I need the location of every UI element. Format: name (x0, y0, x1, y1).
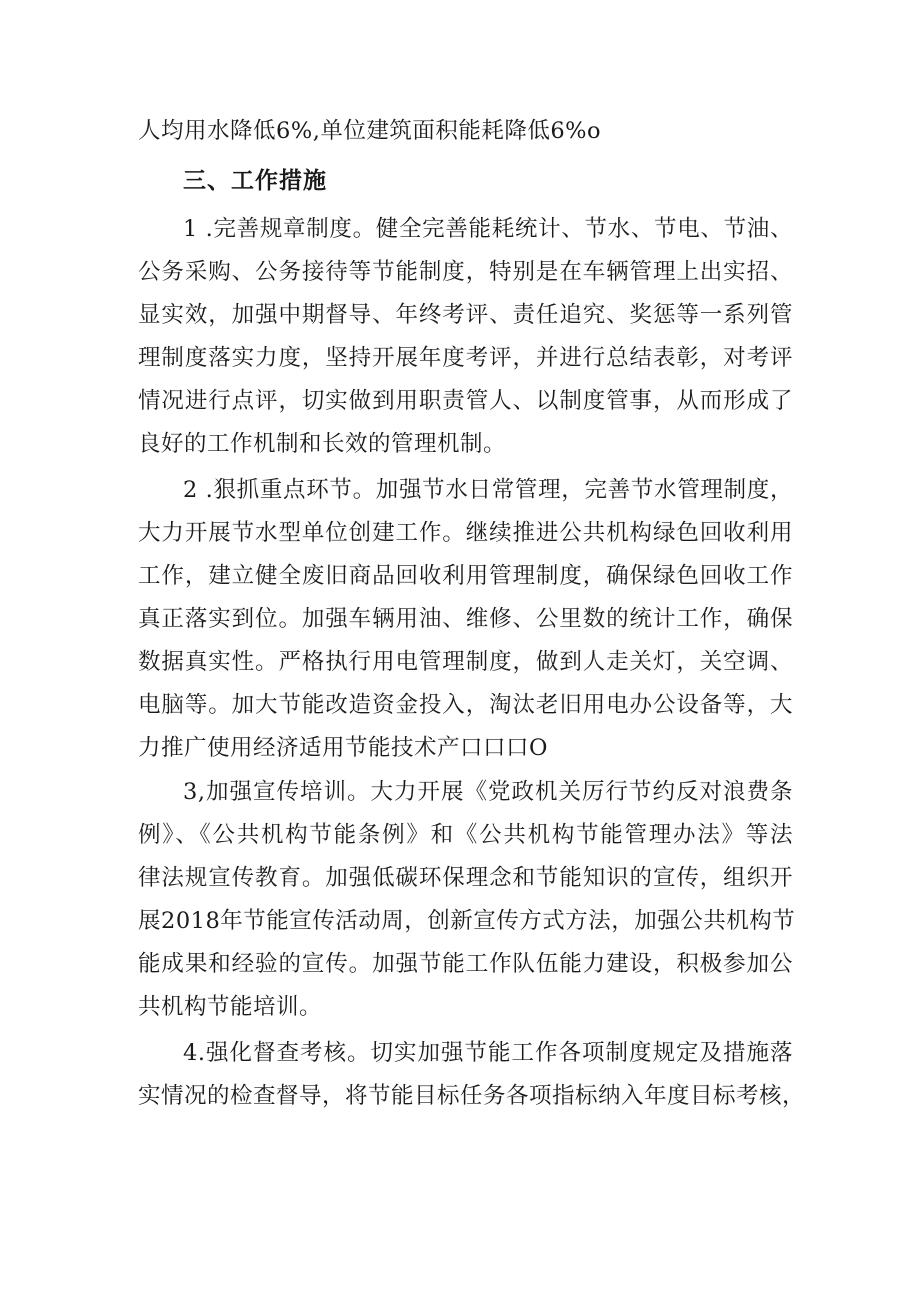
paragraph-4-line: 实情况的检查督导，将节能目标任务各项指标纳入年度目标考核， (138, 1083, 806, 1109)
paragraph-1-line: 1 .完善规章制度。健全完善能耗统计、节水、节电、节油、 (183, 216, 793, 242)
paragraph-2-line: 大力开展节水型单位创建工作。继续推进公共机构绿色回收利用 (138, 520, 793, 546)
section-heading: 三、工作措施 (183, 168, 327, 194)
paragraph-4-line: 4.强化督查考核。切实加强节能工作各项制度规定及措施落 (183, 1040, 793, 1066)
paragraph-1-line: 理制度落实力度，坚持开展年度考评，并进行总结表彰，对考评 (138, 345, 793, 371)
paragraph-3-line: 能成果和经验的宣传。加强节能工作队伍能力建设，积极参加公 (138, 951, 793, 977)
paragraph-2-line: 工作，建立健全废旧商品回收利用管理制度，确保绿色回收工作 (138, 563, 793, 589)
paragraph-1-line: 显实效，加强中期督导、年终考评、责任追究、奖惩等一系列管 (138, 302, 793, 328)
paragraph-1-line: 良好的工作机制和长效的管理机制。 (138, 431, 507, 457)
paragraph-1-line: 公务采购、公务接待等节能制度，特别是在车辆管理上出实招、 (138, 259, 793, 285)
paragraph-1-line: 情况进行点评，切实做到用职责管人、以制度管事，从而形成了 (138, 388, 793, 414)
paragraph-3-line: 例》、《公共机构节能条例》和《公共机构节能管理办法》等法 (138, 822, 793, 848)
paragraph-2-line: 2 .狠抓重点环节。加强节水日常管理，完善节水管理制度， (183, 477, 793, 503)
paragraph-2-line: 力推广使用经济适用节能技术产口口口O (138, 735, 548, 761)
paragraph-3-line: 共机构节能培训。 (138, 994, 323, 1020)
text-line: 人均用水降低6%,单位建筑面积能耗降低6%o (138, 118, 602, 144)
paragraph-2-line: 数据真实性。严格执行用电管理制度，做到人走关灯，关空调、 (138, 649, 793, 675)
paragraph-3-line: 律法规宣传教育。加强低碳环保理念和节能知识的宣传，组织开 (138, 865, 793, 891)
paragraph-2-line: 真正落实到位。加强车辆用油、维修、公里数的统计工作，确保 (138, 606, 793, 632)
paragraph-3-line: 展2018年节能宣传活动周，创新宣传方式方法，加强公共机构节 (138, 908, 796, 934)
paragraph-3-line: 3,加强宣传培训。大力开展《党政机关厉行节约反对浪费条 (183, 779, 793, 805)
paragraph-2-line: 电脑等。加大节能改造资金投入，淘汰老旧用电办公设备等，大 (138, 692, 793, 718)
